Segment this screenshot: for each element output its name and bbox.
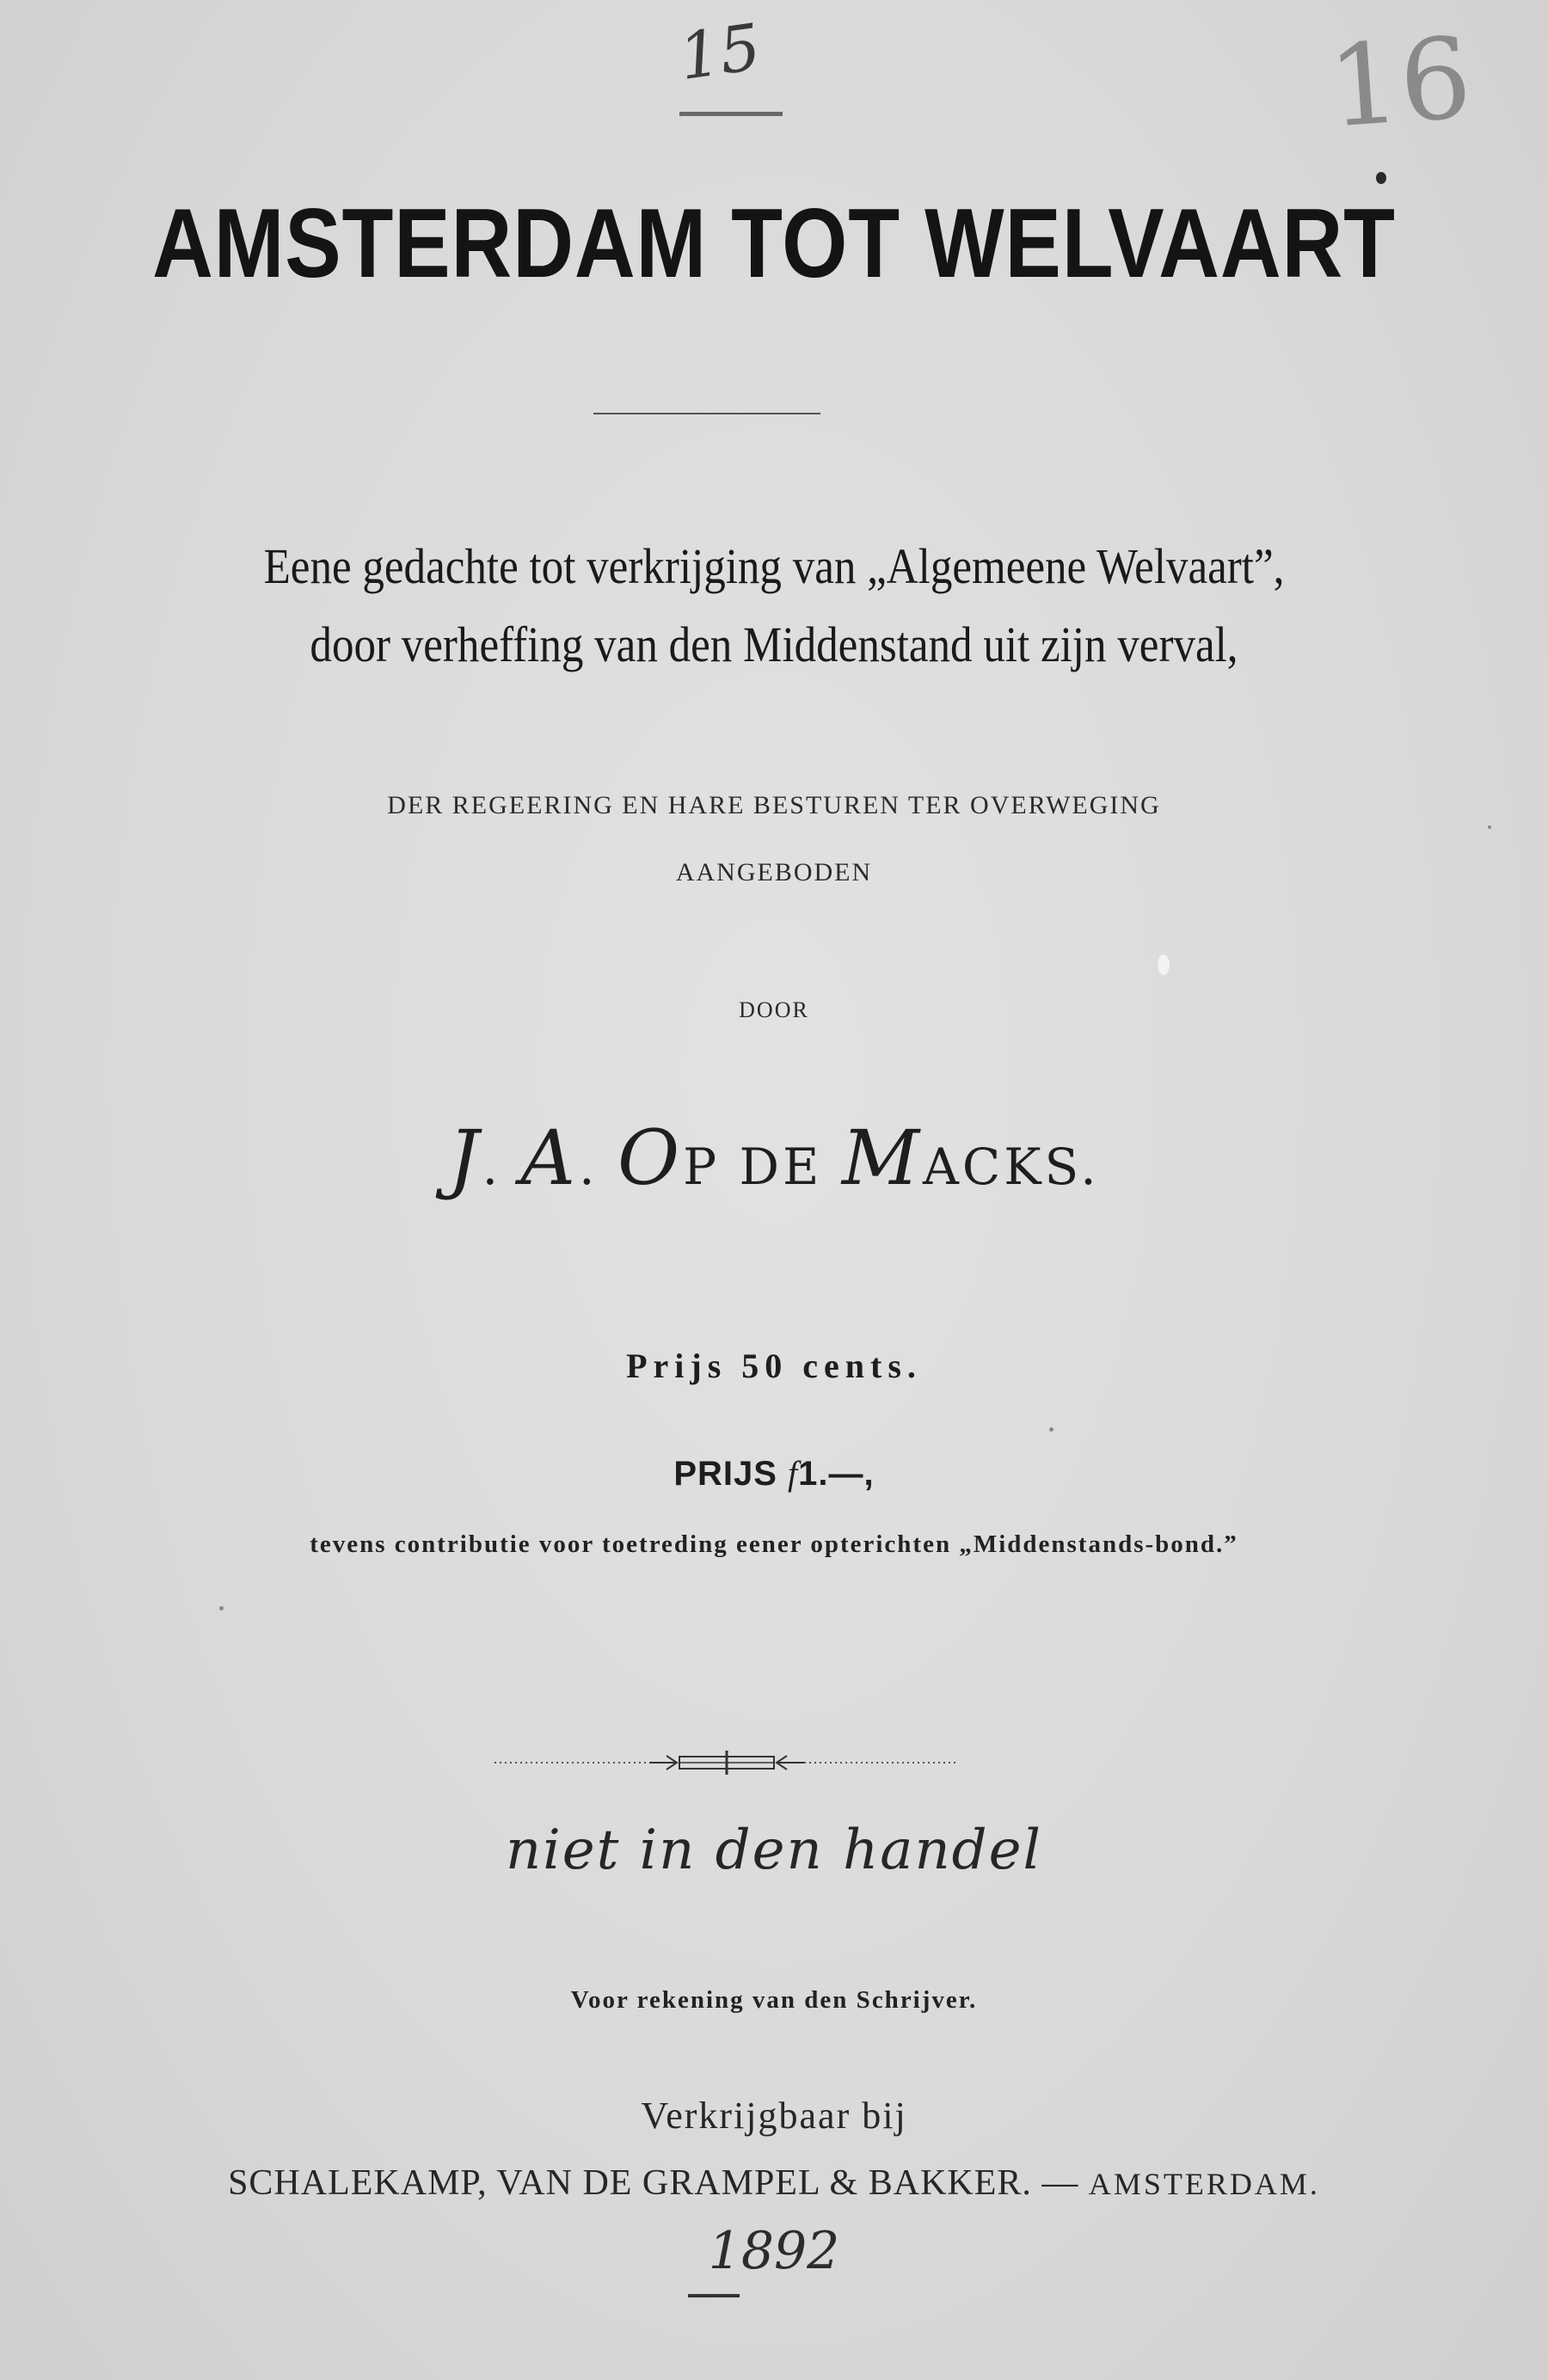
account-note: Voor rekening van den Schrijver. [570, 1986, 978, 2014]
author-name [0, 1113, 1548, 1202]
author-part-1: P DE [683, 1138, 842, 1196]
paper-speck [1158, 954, 1170, 975]
author-initial-m: M [841, 1113, 923, 1202]
subtitle-line-2: door verheffing van den Middenstand uit zijn verval, [310, 616, 1238, 672]
author-sep-2: . [579, 1138, 617, 1196]
author-part-2: ACKS. [922, 1138, 1100, 1196]
author-initial-a: A [520, 1113, 580, 1202]
price-cents: Prijs 50 cents. [626, 1346, 922, 1385]
handwritten-corner-number: 16 [1324, 12, 1476, 153]
publisher-city: AMSTERDAM. [1088, 2167, 1320, 2201]
subtitle-line-1: Eene gedachte tot verkrijging van „Algemeene Welvaart”, [263, 538, 1285, 594]
dedication-line-2: AANGEBODEN [675, 858, 873, 886]
author-initial-j: J [448, 1113, 482, 1202]
publisher-line [0, 2162, 1548, 2204]
florin-symbol: f [788, 1454, 799, 1493]
handwritten-year: 1892 [708, 2221, 840, 2281]
author-sep-1: . [482, 1138, 521, 1196]
handwritten-top-note: 15 [674, 9, 765, 95]
year-underline [688, 2294, 740, 2297]
availability-label: Verkrijgbaar bij [641, 2095, 907, 2137]
book-title: AMSTERDAM TOT WELVAART [152, 189, 1396, 298]
publisher-name: SCHALEKAMP, VAN DE GRAMPEL & BAKKER. [228, 2163, 1032, 2203]
handwritten-underline [679, 112, 783, 116]
dedication-line-1: DER REGEERING EN HARE BESTUREN TER OVERWEGING [387, 791, 1161, 819]
by-label: DOOR [739, 997, 809, 1022]
price-florin [0, 1453, 1548, 1494]
ink-dot [1376, 172, 1386, 184]
publisher-dash: — [1031, 2163, 1089, 2203]
contribution-note: tevens contributie voor toetreding eener opterichten „Middenstands-bond.” [310, 1530, 1238, 1558]
paper-speck [1049, 1427, 1054, 1432]
author-initial-o: O [617, 1113, 684, 1202]
paper-speck [1488, 825, 1491, 829]
price-florin-amount: 1.—, [798, 1455, 875, 1493]
price-florin-label: PRIJS [673, 1455, 789, 1493]
ornament-divider [494, 1745, 959, 1780]
handwritten-commercial-note: niet in den handel [506, 1819, 1042, 1882]
title-rule [593, 413, 820, 414]
paper-speck [219, 1606, 224, 1610]
